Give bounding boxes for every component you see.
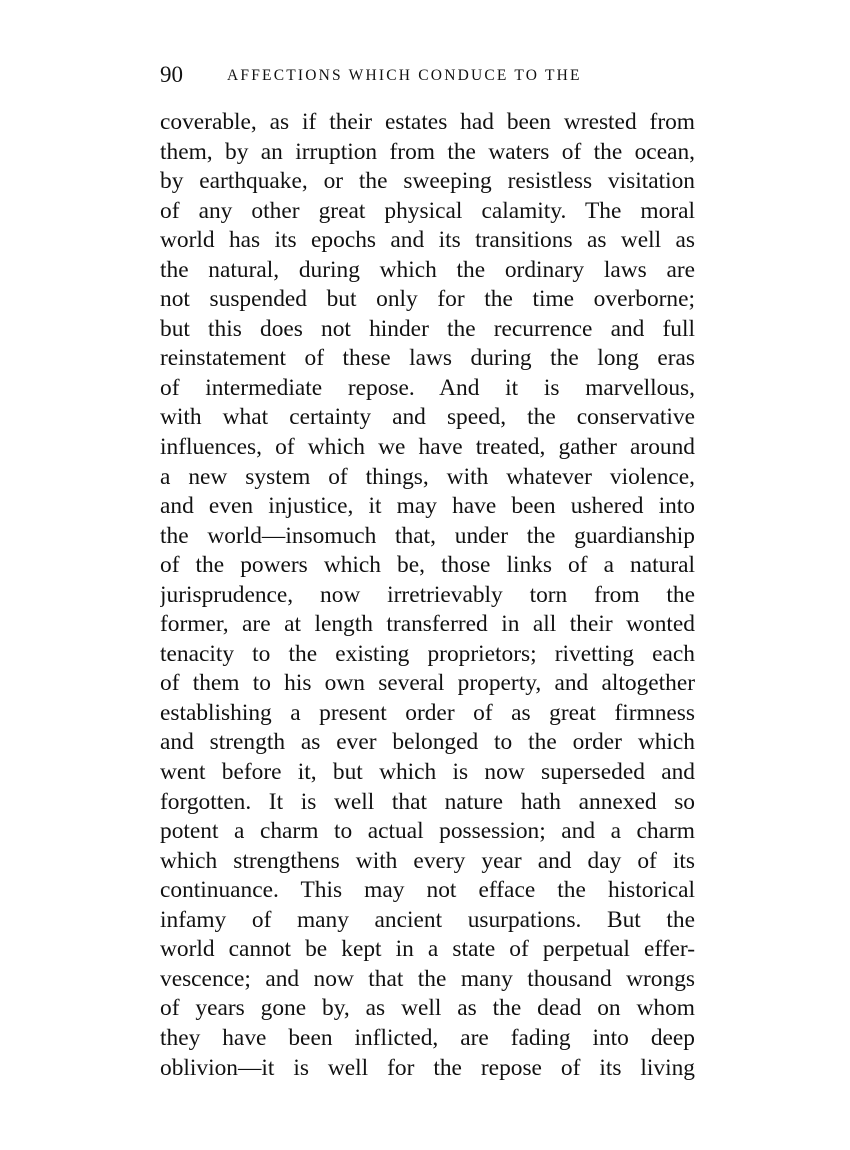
page-number: 90 <box>160 62 183 87</box>
text-line: jurisprudence, now irretrievably torn from the <box>160 581 695 608</box>
text-line: went before it, but which is now superseded and <box>160 759 695 786</box>
text-line: oblivion—it is well for the repose of its living <box>160 1054 695 1081</box>
text-line: reinstatement of these laws during the long eras <box>160 345 695 372</box>
text-line: coverable, as if their estates had been wrested from <box>160 109 695 135</box>
text-line: former, are at length transferred in all their wonted <box>160 611 695 638</box>
text-line: continuance. This may not efface the historical <box>160 877 695 904</box>
text-line: infamy of many ancient usurpations. But the <box>160 906 695 933</box>
body-text <box>160 108 695 1083</box>
text-line: world has its epochs and its transitions as well as <box>160 227 695 254</box>
text-line: they have been inflicted, are fading into deep <box>160 1024 695 1051</box>
text-line: of them to his own several property, and altogether <box>160 670 695 697</box>
text-line: tenacity to the existing proprietors; rivetting each <box>160 640 695 667</box>
text-line: the world—insomuch that, under the guardianship <box>160 522 695 549</box>
text-line: influences, of which we have treated, gather around <box>160 434 695 461</box>
text-line: vescence; and now that the many thousand wrongs <box>160 965 695 992</box>
text-line: and even injustice, it may have been ushered into <box>160 493 695 520</box>
running-head <box>160 60 700 92</box>
text-line: with what certainty and speed, the conservative <box>160 404 695 431</box>
text-line: by earthquake, or the sweeping resistless visitation <box>160 168 695 195</box>
text-line: potent a charm to actual possession; and a charm <box>160 818 695 845</box>
text-line: the natural, during which the ordinary laws are <box>160 256 695 283</box>
text-line: of years gone by, as well as the dead on whom <box>160 995 695 1022</box>
text-line: which strengthens with every year and day of its <box>160 847 695 874</box>
text-line: world cannot be kept in a state of perpetual effer- <box>160 936 695 963</box>
running-head-title: AFFECTIONS WHICH CONDUCE TO THE <box>227 67 582 84</box>
text-line: establishing a present order of as great firmness <box>160 699 695 726</box>
text-line: of the powers which be, those links of a natural <box>160 552 695 579</box>
text-line: not suspended but only for the time overborne; <box>160 286 695 313</box>
text-line: of any other great physical calamity. The moral <box>160 197 695 224</box>
text-line: forgotten. It is well that nature hath annexed so <box>160 788 695 815</box>
text-line: but this does not hinder the recurrence and full <box>160 315 695 342</box>
text-line: and strength as ever belonged to the order which <box>160 729 695 756</box>
text-line: of intermediate repose. And it is marvellous, <box>160 374 695 401</box>
text-line: them, by an irruption from the waters of the ocean, <box>160 138 695 165</box>
text-line: a new system of things, with whatever violence, <box>160 463 695 490</box>
